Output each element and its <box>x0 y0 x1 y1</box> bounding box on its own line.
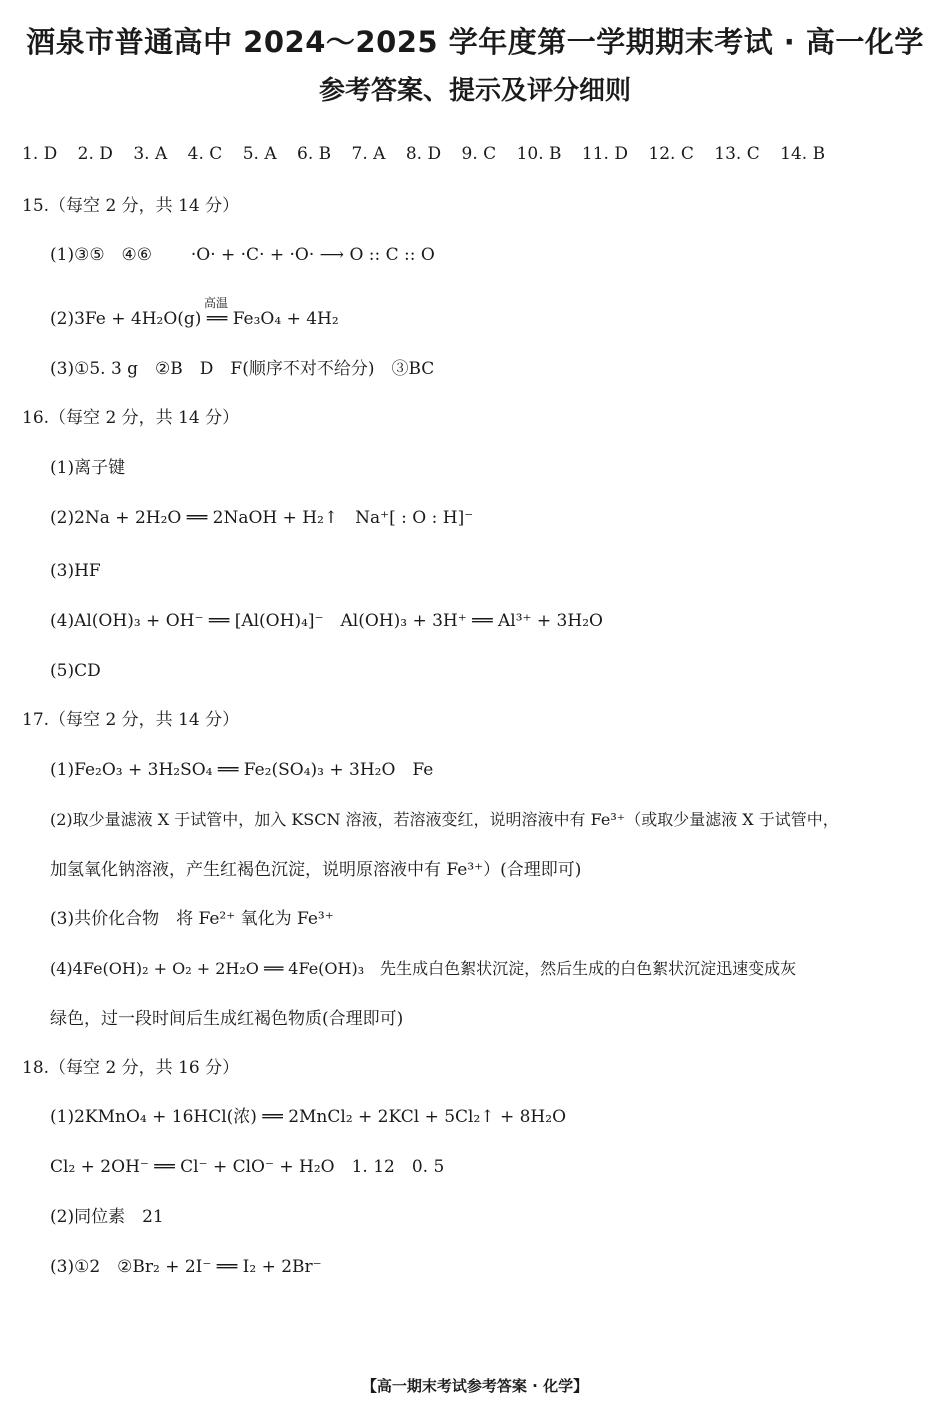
q17-part2-line1: (2)取少量滤液 X 于试管中，加入 KSCN 溶液，若溶液变红，说明溶液中有 Fe³⁺（或取少量滤液 X 于试管中， <box>50 810 839 829</box>
q18-part3: (3)①2 ②Br₂ + 2I⁻ ══ I₂ + 2Br⁻ <box>50 1257 322 1277</box>
q17-part4-line2: 绿色，过一段时间后生成红褐色物质(合理即可) <box>50 1009 404 1029</box>
q15-part2-equation: (2)3Fe + 4H₂O(g) ══ Fe₃O₄ + 4H₂ <box>50 309 339 329</box>
q15-part1-label: (1)③⑤ ④⑥ <box>50 245 153 265</box>
document-title: 酒泉市普通高中 2024～2025 学年度第一学期期末考试 · 高一化学 <box>26 25 924 59</box>
mc-answer: 12. C <box>648 144 694 164</box>
mc-answer: 9. C <box>461 144 497 164</box>
q17-part4-line1: (4)4Fe(OH)₂ + O₂ + 2H₂O ══ 4Fe(OH)₃ 先生成白色絮状沉淀，然后生成的白色絮状沉淀迅速变成灰 <box>50 959 797 978</box>
q15-part3: (3)①5. 3 g ②B D F(顺序不对不给分) ③BC <box>50 359 435 379</box>
q15-part1 <box>50 243 435 267</box>
mc-answer: 8. D <box>405 144 442 164</box>
q18-part2: (2)同位素 21 <box>50 1207 164 1227</box>
mc-answer: 13. C <box>714 144 760 164</box>
q15-reaction-condition: 高温 <box>204 296 229 310</box>
mc-answer: 11. D <box>581 144 628 164</box>
q16-part1: (1)离子键 <box>50 458 126 478</box>
q18-part1-line2: Cl₂ + 2OH⁻ ══ Cl⁻ + ClO⁻ + H₂O 1. 12 0. 5 <box>50 1157 445 1177</box>
mc-answer: 5. A <box>242 144 277 164</box>
q17-header: 17.（每空 2 分，共 14 分） <box>22 710 240 730</box>
mc-answer: 7. A <box>351 144 386 164</box>
q16-part5: (5)CD <box>50 661 101 681</box>
q15-header: 15.（每空 2 分，共 14 分） <box>22 196 240 216</box>
q17-part1: (1)Fe₂O₃ + 3H₂SO₄ ══ Fe₂(SO₄)₃ + 3H₂O Fe <box>50 760 434 780</box>
mc-answer: 14. B <box>780 144 826 164</box>
mc-answer: 2. D <box>77 144 113 164</box>
mc-answer: 6. B <box>297 144 332 164</box>
q17-part3: (3)共价化合物 将 Fe²⁺ 氧化为 Fe³⁺ <box>50 909 334 929</box>
q18-header: 18.（每空 2 分，共 16 分） <box>22 1058 240 1078</box>
multiple-choice-answers <box>22 144 840 164</box>
q17-part2-line2: 加氢氧化钠溶液，产生红褐色沉淀，说明原溶液中有 Fe³⁺）(合理即可) <box>50 860 582 880</box>
mc-answer: 3. A <box>133 144 168 164</box>
document-subtitle: 参考答案、提示及评分细则 <box>318 76 631 106</box>
q16-part2: (2)2Na + 2H₂O ══ 2NaOH + H₂↑ Na⁺[ : O : H]⁻ <box>50 508 474 528</box>
q15-part2 <box>50 307 339 331</box>
q15-electron-dot-equation: ·O· + ·C· + ·O· ⟶ O :: C :: O <box>190 245 435 265</box>
mc-answer: 10. B <box>516 144 562 164</box>
q16-header: 16.（每空 2 分，共 14 分） <box>22 408 240 428</box>
q16-part4: (4)Al(OH)₃ + OH⁻ ══ [Al(OH)₄]⁻ Al(OH)₃ + 3H⁺ ══ Al³⁺ + 3H₂O <box>50 611 603 631</box>
page-footer: 【高一期末考试参考答案 · 化学】 <box>361 1377 589 1395</box>
mc-answer: 4. C <box>187 144 223 164</box>
q16-part3: (3)HF <box>50 561 101 581</box>
q18-part1-line1: (1)2KMnO₄ + 16HCl(浓) ══ 2MnCl₂ + 2KCl + 5Cl₂↑ + 8H₂O <box>50 1107 567 1127</box>
mc-answer: 1. D <box>22 144 58 164</box>
